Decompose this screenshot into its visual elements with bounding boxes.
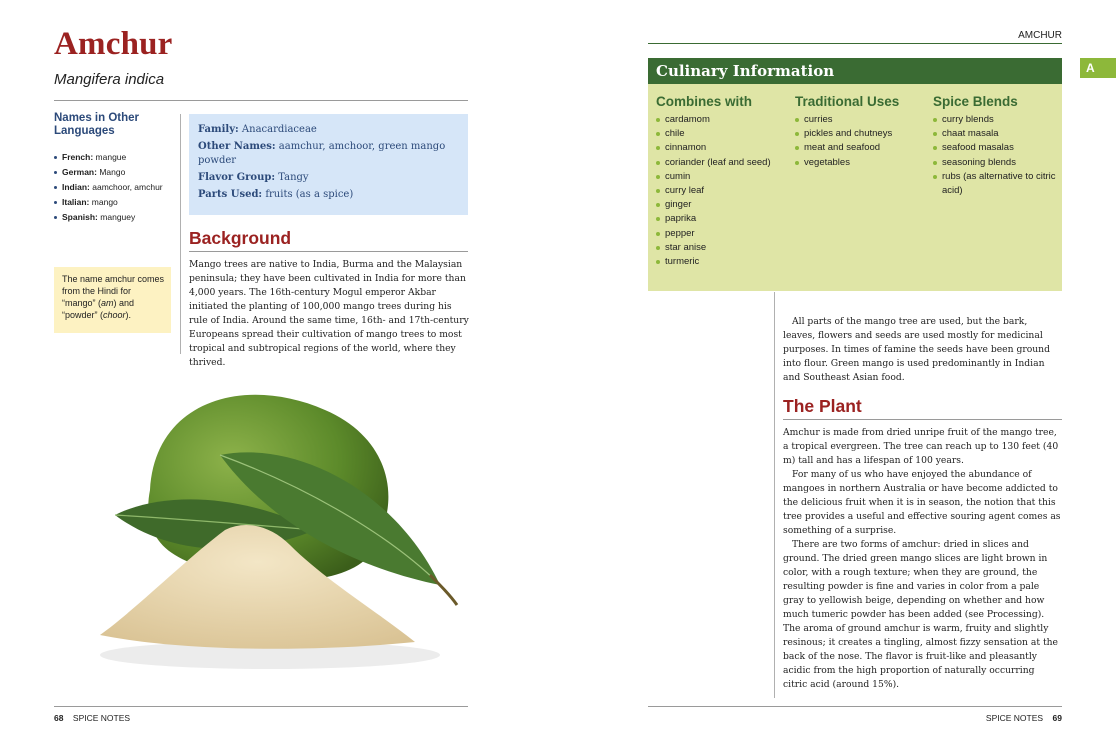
plant-paragraph: There are two forms of amchur: dried in slices and ground. The dried green mango slices are light brown in color, with a rough texture; when they are ground, the resulting powder is fine and varies in color from a pale gray to yellowish beige, depending on whether and how much tumeric powder has been added (see Processing). The aroma of ground amchur is warm, fruity and slightly resinous; it creates a tingling, almost fizzy sensation at the back of the nose. The flavor is fruit-like and pleasantly acidic from the high proportion of naturally occurring citric acid (around 15%). [783,539,1058,690]
combines-with-column [656,94,776,269]
name-origin-note [54,267,171,333]
traditional-uses-heading: Traditional Uses [795,94,900,109]
spice-blends-list [933,113,1058,198]
background-heading: Background [189,228,292,248]
family-row [198,123,459,137]
note-text: The name amchur comes from the Hindi for “mango” ( [62,274,165,308]
list-item [54,195,174,210]
language-name: Mango [99,167,126,177]
language-name: mango [91,197,118,207]
heading-divider [783,419,1062,420]
list-item: chaat masala [933,127,1058,141]
list-item: seasoning blends [933,156,1058,170]
language-name: manguey [100,212,136,222]
running-head: AMCHUR [1018,30,1062,41]
list-item: star anise [656,241,776,255]
language-name: aamchoor, amchur [92,182,163,192]
footer-label: SPICE NOTES [72,713,131,723]
plant-paragraph: Amchur is made from dried unripe fruit of the mango tree, a tropical evergreen. The tree can reach up to 130 feet (40 m) tall and has a lifespan of 100 years. [783,427,1059,466]
spice-info-box [189,114,468,215]
mango-and-powder-illustration [95,380,475,680]
list-item: cumin [656,170,776,184]
traditional-uses-column [795,94,925,170]
culinary-info-heading: Culinary Information [648,58,1062,84]
parts-value: fruits (as a spice) [265,189,354,200]
parts-row [198,188,459,202]
page-title: Amchur [54,26,173,62]
alphabet-tab: A [1080,58,1116,78]
parts-label: Parts Used: [198,189,263,200]
list-item: pepper [656,227,776,241]
family-label: Family: [198,124,239,135]
column-divider [180,114,181,354]
family-value: Anacardiaceae [241,124,317,135]
list-item: cardamom [656,113,776,127]
list-item: curries [795,113,925,127]
note-italic-choor: choor [103,310,126,320]
list-item: paprika [656,212,776,226]
language-label: Italian: [62,197,90,207]
background-text: Mango trees are native to India, Burma and the Malaysian peninsula; they have been cultivated in India for more than 4,000 years. The 16th-century Mogul emperor Akbar initiated the planting of 100,000 mango trees during his rule of India. Around the same time, 16th- and 17th-century Europeans spread their cultivation of mango trees to most tropical and subtropical regions of the world, where they thrived. [189,259,469,368]
culinary-info-box [648,58,1062,291]
list-item [54,210,174,225]
spice-blends-heading: Spice Blends [933,94,1018,109]
note-text: ) and “powder” ( [62,298,135,320]
list-item: cinnamon [656,141,776,155]
list-item: coriander (leaf and seed) [656,156,776,170]
title-divider [54,100,468,101]
list-item: pickles and chutneys [795,127,925,141]
other-languages-heading: Names in Other Languages [54,112,139,137]
the-plant-text [783,426,1061,692]
footer-divider [54,706,468,707]
footer-divider [648,706,1062,707]
language-label: Indian: [62,182,90,192]
list-item: meat and seafood [795,141,925,155]
list-item [54,165,174,180]
language-label: German: [62,167,97,177]
plant-paragraph: For many of us who have enjoyed the abundance of mangoes in northern Australia or have become addicted to the delicious fruit when it is in season, the notion that this tree provides a useful and effective souring agent comes as something of a surprise. [783,469,1061,536]
footer-label: SPICE NOTES [985,713,1044,723]
column-divider [774,292,775,698]
combines-with-heading: Combines with [656,94,753,109]
other-languages-section [54,112,174,225]
footer [54,713,130,723]
flavor-label: Flavor Group: [198,172,276,183]
footer [858,713,1062,723]
note-italic-am: am [101,298,114,308]
uses-paragraph: All parts of the mango tree are used, but the bark, leaves, flowers and seeds are used mostly for medicinal purposes. In times of famine the seeds have been ground into flour. Green mango is used predominantly in Indian and Southeast Asian food. [783,316,1050,383]
other-names-row [198,140,459,168]
spice-blends-column [933,94,1058,198]
list-item: rubs (as alternative to citric acid) [933,170,1058,198]
right-page [558,0,1116,756]
list-item: curry blends [933,113,1058,127]
note-text: ). [125,310,132,320]
list-item: chile [656,127,776,141]
page-number: 69 [1052,713,1062,723]
other-languages-list [54,150,174,225]
heading-divider [189,251,468,252]
list-item: vegetables [795,156,925,170]
language-label: Spanish: [62,212,98,222]
botanical-name: Mangifera indica [54,71,165,88]
combines-with-list [656,113,776,269]
list-item: turmeric [656,255,776,269]
running-head-divider [648,43,1062,44]
language-label: French: [62,152,94,162]
the-plant-heading: The Plant [783,396,862,416]
page-number: 68 [54,713,64,723]
language-name: mangue [95,152,127,162]
list-item: seafood masalas [933,141,1058,155]
flavor-row [198,171,459,185]
list-item: ginger [656,198,776,212]
list-item [54,150,174,165]
flavor-value: Tangy [278,172,309,183]
list-item: curry leaf [656,184,776,198]
other-names-label: Other Names: [198,141,276,152]
traditional-uses-list [795,113,925,170]
list-item [54,180,174,195]
other-names-value: aamchur, amchoor, green mango powder [198,141,446,166]
